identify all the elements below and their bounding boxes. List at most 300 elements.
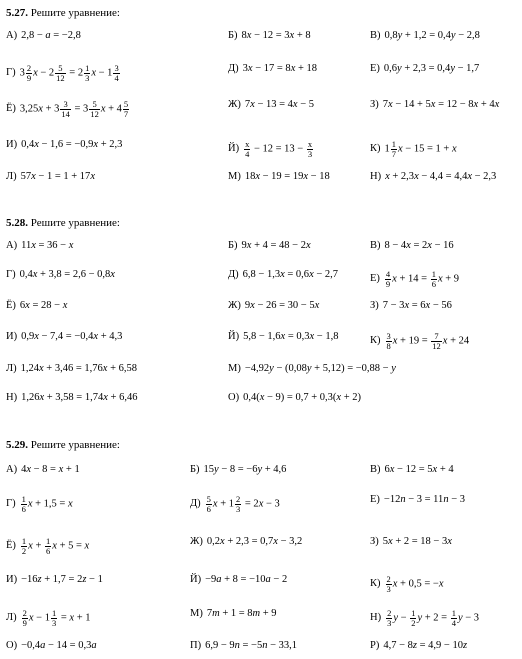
equation-text: 0,8 bbox=[384, 30, 398, 41]
equation-text: + 1 bbox=[217, 498, 235, 510]
fraction-numerator: 7 bbox=[431, 332, 442, 342]
equation-text: 1,26 bbox=[21, 392, 40, 403]
equation-text: − 3 bbox=[263, 498, 280, 510]
equation-item bbox=[370, 332, 469, 350]
equation-text: − 15 = 1 + bbox=[402, 143, 452, 155]
fraction-numerator: 2 bbox=[236, 494, 241, 504]
equation-text: − 12 = 5 bbox=[394, 464, 433, 475]
equation-item bbox=[370, 641, 467, 652]
section-title bbox=[6, 217, 120, 229]
equation-item bbox=[370, 465, 454, 476]
variable: x bbox=[437, 273, 443, 285]
item-label: Ё) bbox=[6, 540, 16, 552]
equation-text: − 14 + 5 bbox=[392, 99, 431, 110]
fraction-denominator: 3 bbox=[51, 617, 57, 628]
equation-text: 8 − 4 bbox=[384, 240, 407, 251]
variable: x bbox=[442, 335, 448, 347]
fraction-numerator: 2 bbox=[22, 608, 27, 618]
item-label: М) bbox=[228, 171, 241, 182]
equation-text: + 1,2 = 0,4 bbox=[402, 30, 451, 41]
fraction-denominator: 9 bbox=[385, 278, 391, 289]
equation-item bbox=[228, 140, 314, 158]
equation-item bbox=[370, 64, 479, 75]
item-label: М) bbox=[190, 608, 203, 619]
variable: n bbox=[234, 640, 240, 651]
fraction bbox=[235, 495, 241, 513]
equation-text: + 4,6 bbox=[262, 464, 287, 475]
variable: x bbox=[93, 139, 99, 150]
equation-text: −4,92 bbox=[244, 363, 270, 374]
section-number: 5.28. bbox=[6, 217, 28, 229]
fraction bbox=[451, 609, 457, 627]
equation-item bbox=[370, 241, 454, 252]
equation-text: = −2,8 bbox=[50, 30, 81, 41]
variable: x bbox=[430, 99, 436, 110]
equation-item bbox=[6, 172, 95, 183]
fraction-denominator: 8 bbox=[386, 340, 391, 351]
section-title-text: Решите уравнение: bbox=[30, 7, 120, 19]
fraction-denominator: 12 bbox=[90, 108, 99, 119]
fraction-numerator: 2 bbox=[387, 608, 392, 618]
variable: x bbox=[404, 300, 410, 311]
equation-text: + 1 bbox=[74, 612, 91, 624]
variable: x bbox=[473, 99, 479, 110]
equation-item bbox=[228, 172, 330, 183]
fraction-numerator: x bbox=[307, 139, 313, 149]
equation-text: + 2 = bbox=[422, 612, 450, 624]
equation-text: − 1 = 1 + 17 bbox=[35, 171, 91, 182]
equation-text: 0,4( bbox=[243, 392, 260, 403]
item-label: А) bbox=[6, 30, 18, 41]
equation-text: + 4 bbox=[437, 464, 454, 475]
variable: x bbox=[427, 240, 432, 251]
item-label: В) bbox=[370, 464, 381, 475]
equation-text: 57 bbox=[20, 171, 32, 182]
equation-text: − 1 bbox=[96, 67, 113, 79]
fraction-numerator: 5 bbox=[206, 494, 211, 504]
fraction-denominator: 3 bbox=[387, 617, 392, 628]
equation-text: + 4 = 48 − 2 bbox=[251, 240, 306, 251]
item-label: И) bbox=[6, 139, 18, 150]
equation-item bbox=[370, 495, 465, 506]
variable: z bbox=[412, 640, 417, 651]
equation-item bbox=[370, 301, 452, 312]
variable: x bbox=[438, 578, 444, 590]
variable: x bbox=[385, 171, 390, 182]
fraction bbox=[55, 64, 66, 82]
fraction bbox=[45, 537, 51, 555]
equation-item bbox=[6, 270, 115, 281]
fraction-denominator: 6 bbox=[21, 503, 26, 514]
fraction-numerator: 3 bbox=[386, 331, 391, 341]
equation-item bbox=[6, 609, 90, 627]
variable: x bbox=[246, 30, 252, 41]
equation-text: + 4,3 bbox=[98, 331, 123, 342]
variable: x bbox=[250, 300, 255, 311]
variable: a bbox=[40, 640, 46, 651]
fraction bbox=[431, 332, 442, 350]
item-label: О) bbox=[6, 640, 18, 651]
equation-text: − 12 = 13 − bbox=[251, 143, 306, 155]
fraction bbox=[386, 575, 392, 593]
variable: n bbox=[400, 494, 406, 505]
equation-text: + 2,3 = 0,4 bbox=[401, 63, 451, 74]
equation-text: − 3 bbox=[448, 494, 465, 505]
fraction-numerator: x bbox=[245, 139, 250, 149]
fraction bbox=[391, 140, 397, 158]
fraction bbox=[51, 609, 57, 627]
variable: x bbox=[259, 392, 265, 403]
variable: x bbox=[250, 99, 255, 110]
equation-text: + 0,5 = − bbox=[397, 578, 439, 590]
equation-text: − 1,8 bbox=[314, 331, 339, 342]
equation-item bbox=[228, 364, 396, 375]
equation-text: 11 bbox=[21, 240, 32, 251]
equation-text: = 0,3 bbox=[285, 331, 310, 342]
equation-item bbox=[370, 100, 499, 111]
equation-text: = 28 − bbox=[29, 300, 63, 311]
equation-item bbox=[6, 301, 67, 312]
item-label: Ж) bbox=[228, 300, 241, 311]
variable: x bbox=[392, 273, 397, 285]
equation-item bbox=[190, 641, 297, 652]
equation-item bbox=[6, 575, 103, 586]
variable: y bbox=[457, 612, 463, 624]
item-label: Ж) bbox=[190, 536, 203, 547]
item-label: Е) bbox=[370, 63, 380, 74]
fraction bbox=[60, 100, 71, 118]
equation-text: − 5 bbox=[297, 99, 315, 110]
fraction-denominator: 2 bbox=[411, 617, 416, 628]
equation-text: = 2 bbox=[242, 498, 259, 510]
equation-text: + 9 bbox=[260, 608, 277, 619]
equation-text: = 2 bbox=[410, 240, 428, 251]
variable: x bbox=[110, 269, 115, 280]
equation-item bbox=[190, 465, 286, 476]
item-label: П) bbox=[190, 640, 202, 651]
equation-text: − 33,1 bbox=[267, 640, 298, 651]
item-label: Д) bbox=[190, 498, 201, 510]
variable: x bbox=[389, 464, 395, 475]
equation-text: 4,7 − 8 bbox=[383, 640, 413, 651]
equation-text: + bbox=[32, 540, 45, 552]
item-label: К) bbox=[370, 578, 381, 590]
variable: x bbox=[273, 536, 278, 547]
variable: y bbox=[450, 30, 456, 41]
item-label: Ё) bbox=[6, 103, 16, 115]
item-label: З) bbox=[370, 300, 379, 311]
section-number: 5.27. bbox=[6, 7, 28, 19]
equation-text: − bbox=[398, 612, 410, 624]
equation-text: = 4,9 − 10 bbox=[416, 640, 463, 651]
equation-item bbox=[228, 31, 311, 42]
equation-text: = 36 − bbox=[35, 240, 69, 251]
fraction-denominator: 6 bbox=[431, 278, 436, 289]
fraction-denominator: 14 bbox=[61, 108, 70, 119]
equation-item bbox=[6, 495, 73, 513]
variable: x bbox=[26, 464, 32, 475]
equation-text: 15 bbox=[203, 464, 215, 475]
equation-text: − 3 = 11 bbox=[405, 494, 444, 505]
fraction-denominator: 7 bbox=[391, 148, 396, 159]
item-label: Г) bbox=[6, 67, 16, 79]
fraction bbox=[206, 495, 212, 513]
item-label: Й) bbox=[228, 143, 240, 155]
equation-text: 6,9 − 9 bbox=[205, 640, 235, 651]
variable: x bbox=[58, 464, 64, 475]
item-label: Л) bbox=[6, 171, 17, 182]
item-label: Д) bbox=[228, 63, 239, 74]
fraction-numerator: 1 bbox=[431, 269, 436, 279]
equation-text: 7 bbox=[382, 99, 389, 110]
equation-text: 2,8 − bbox=[21, 30, 46, 41]
variable: x bbox=[39, 392, 45, 403]
fraction-denominator: 12 bbox=[56, 72, 65, 83]
equation-text: + 9 bbox=[442, 273, 460, 285]
variable: y bbox=[450, 63, 455, 74]
equation-text: − 1 bbox=[86, 574, 103, 585]
equation-item bbox=[228, 270, 338, 281]
equation-text: + 2) bbox=[341, 392, 361, 403]
equation-text: − 1,6 = −0,9 bbox=[38, 139, 94, 150]
fraction-numerator: 2 bbox=[26, 63, 32, 73]
equation-text: + 3,46 = 1,76 bbox=[43, 363, 103, 374]
equation-item bbox=[6, 465, 80, 476]
equation-text: + 3,58 = 1,74 bbox=[44, 392, 104, 403]
variable: x bbox=[414, 171, 419, 182]
item-label: З) bbox=[370, 536, 379, 547]
variable: x bbox=[290, 63, 296, 74]
equation-text: −9 bbox=[205, 574, 217, 585]
equation-text: 0,6 bbox=[383, 63, 398, 74]
equation-text: 9 bbox=[244, 300, 251, 311]
equation-text: − (0,08 bbox=[273, 363, 307, 374]
fraction-numerator: 4 bbox=[385, 269, 391, 279]
equation-text: + 8 = −10 bbox=[221, 574, 266, 585]
fraction-denominator: 3 bbox=[307, 148, 313, 159]
item-label: Г) bbox=[6, 269, 16, 280]
variable: x bbox=[289, 30, 295, 41]
variable: a bbox=[91, 640, 97, 651]
item-label: Е) bbox=[370, 273, 380, 285]
variable: x bbox=[69, 612, 75, 624]
item-label: К) bbox=[370, 335, 381, 347]
equation-text: + 1,5 = bbox=[32, 498, 68, 510]
equation-text: + 2 = 18 − 3 bbox=[392, 536, 448, 547]
variable: x bbox=[392, 578, 398, 590]
equation-text: 7 − 3 bbox=[382, 300, 405, 311]
equation-text: 5 bbox=[382, 536, 389, 547]
equation-item bbox=[370, 172, 496, 183]
equation-text: − 2,8 bbox=[455, 30, 480, 41]
equation-item bbox=[6, 64, 121, 82]
variable: x bbox=[314, 300, 320, 311]
variable: x bbox=[447, 536, 452, 547]
variable: x bbox=[494, 99, 500, 110]
item-label: Б) bbox=[228, 30, 238, 41]
fraction-denominator: 3 bbox=[386, 583, 391, 594]
equation-item bbox=[6, 537, 89, 555]
fraction-denominator: 12 bbox=[432, 340, 441, 351]
equation-text: − 3,2 bbox=[277, 536, 303, 547]
equation-text: 9 bbox=[241, 240, 247, 251]
equation-text: 7 bbox=[244, 99, 251, 110]
variable: x bbox=[68, 240, 74, 251]
equation-text: + 4 bbox=[105, 103, 122, 115]
equation-text: = −5 bbox=[239, 640, 263, 651]
equation-text: 6 bbox=[19, 300, 26, 311]
variable: z bbox=[462, 640, 468, 651]
variable: y bbox=[269, 363, 274, 374]
equation-item bbox=[228, 100, 314, 111]
fraction bbox=[244, 140, 250, 158]
equation-text: = bbox=[58, 612, 70, 624]
equation-item bbox=[190, 575, 287, 586]
variable: a bbox=[45, 30, 51, 41]
variable: x bbox=[31, 171, 36, 182]
equation-item bbox=[228, 393, 361, 404]
variable: x bbox=[336, 392, 342, 403]
item-label: Г) bbox=[6, 498, 16, 510]
equation-text: − 26 = 30 − 5 bbox=[254, 300, 315, 311]
variable: x bbox=[212, 498, 218, 510]
variable: x bbox=[305, 240, 311, 251]
equation-text: + 5 = bbox=[56, 540, 85, 552]
equation-text: − 56 bbox=[430, 300, 452, 311]
equation-text: − 18 bbox=[308, 171, 330, 182]
variable: x bbox=[280, 269, 285, 280]
equation-text: + 1,7 = 2 bbox=[41, 574, 83, 585]
item-label: Н) bbox=[6, 392, 18, 403]
fraction-denominator: 9 bbox=[22, 617, 27, 628]
fraction bbox=[89, 100, 100, 118]
variable: x bbox=[292, 99, 298, 110]
equation-text: − 7,4 = −0,4 bbox=[38, 331, 94, 342]
equation-text: − 17 = 8 bbox=[252, 63, 291, 74]
fraction-denominator: 9 bbox=[26, 72, 32, 83]
equation-item bbox=[370, 270, 459, 288]
variable: z bbox=[82, 574, 87, 585]
equation-text: 3 bbox=[19, 67, 25, 79]
equation-text: = 0,6 bbox=[284, 269, 310, 280]
fraction-numerator: 1 bbox=[51, 608, 57, 618]
equation-text: 1 bbox=[384, 143, 390, 155]
fraction-numerator: 5 bbox=[89, 100, 100, 110]
equation-text: + 6,58 bbox=[107, 363, 137, 374]
item-label: Й) bbox=[228, 331, 240, 342]
fraction-denominator: 3 bbox=[85, 72, 90, 83]
equation-text: + 2,3 bbox=[98, 139, 123, 150]
fraction-numerator: 1 bbox=[391, 139, 396, 149]
fraction bbox=[431, 270, 437, 288]
equation-text: + 2,3 = 0,7 bbox=[224, 536, 274, 547]
item-label: Л) bbox=[6, 612, 17, 624]
variable: y bbox=[257, 464, 263, 475]
fraction-numerator: 5 bbox=[123, 99, 129, 109]
variable: x bbox=[309, 331, 315, 342]
equation-text: − 14 = 0,3 bbox=[45, 640, 92, 651]
equation-item bbox=[370, 575, 443, 593]
variable: y bbox=[397, 63, 402, 74]
variable: x bbox=[303, 171, 309, 182]
item-label: И) bbox=[6, 331, 18, 342]
item-label: Ж) bbox=[228, 99, 241, 110]
item-label: В) bbox=[370, 240, 381, 251]
section-title bbox=[6, 7, 120, 19]
variable: x bbox=[84, 540, 90, 552]
fraction-numerator: 1 bbox=[85, 63, 90, 73]
fraction-numerator: 1 bbox=[411, 608, 416, 618]
equation-text: − 4,4 = 4,4 bbox=[418, 171, 468, 182]
equation-text: 5,8 − 1,6 bbox=[243, 331, 281, 342]
variable: x bbox=[255, 171, 261, 182]
section-title-text: Решите уравнение: bbox=[30, 217, 120, 229]
equation-text: 6 bbox=[384, 464, 390, 475]
section-title-text: Решите уравнение: bbox=[30, 439, 120, 451]
equation-text: 0,9 bbox=[21, 331, 35, 342]
variable: x bbox=[102, 363, 108, 374]
fraction bbox=[26, 64, 32, 82]
equation-text: 0,4 bbox=[21, 139, 35, 150]
fraction-denominator: 4 bbox=[114, 72, 119, 83]
equation-text: + 14 = bbox=[396, 273, 430, 285]
equation-text: − 8 = bbox=[31, 464, 59, 475]
equation-text: − 3 bbox=[462, 612, 480, 624]
variable: x bbox=[93, 331, 99, 342]
equation-item bbox=[190, 495, 280, 513]
equation-text: −12 bbox=[383, 494, 401, 505]
variable: a bbox=[216, 574, 222, 585]
equation-item bbox=[370, 31, 480, 42]
equation-text: − 13 = 4 bbox=[254, 99, 293, 110]
equation-text: = 2 bbox=[66, 67, 84, 79]
equation-text: = 3 bbox=[71, 103, 89, 115]
equation-text: − 2,3 bbox=[472, 171, 497, 182]
variable: x bbox=[388, 99, 393, 110]
fraction-denominator: 3 bbox=[236, 503, 241, 514]
variable: x bbox=[27, 498, 33, 510]
equation-text: − 1 bbox=[33, 612, 50, 624]
item-label: Б) bbox=[228, 240, 238, 251]
fraction-numerator: 1 bbox=[46, 536, 51, 546]
equation-item bbox=[190, 537, 302, 548]
variable: x bbox=[258, 498, 264, 510]
variable: n bbox=[443, 494, 449, 505]
equation-text: + 6,46 bbox=[107, 392, 138, 403]
item-label: Н) bbox=[370, 612, 382, 624]
fraction-denominator: 2 bbox=[21, 545, 27, 556]
section-number: 5.29. bbox=[6, 439, 28, 451]
equation-text: 3 bbox=[242, 63, 248, 74]
variable: x bbox=[67, 498, 73, 510]
fraction-denominator: 4 bbox=[245, 148, 250, 159]
item-label: Й) bbox=[190, 574, 202, 585]
variable: z bbox=[37, 574, 42, 585]
item-label: Н) bbox=[370, 171, 382, 182]
equation-text: −0,4 bbox=[21, 640, 41, 651]
fraction-denominator: 7 bbox=[123, 108, 129, 119]
variable: x bbox=[32, 269, 38, 280]
variable: x bbox=[62, 300, 68, 311]
variable: y bbox=[417, 612, 423, 624]
equation-text: 0,4 bbox=[19, 269, 33, 280]
item-label: К) bbox=[370, 143, 381, 155]
equation-text: + 1 bbox=[63, 464, 80, 475]
equation-item bbox=[228, 332, 338, 343]
fraction bbox=[386, 609, 392, 627]
fraction-numerator: 1 bbox=[451, 608, 456, 618]
equation-text: + 19 = bbox=[397, 335, 431, 347]
